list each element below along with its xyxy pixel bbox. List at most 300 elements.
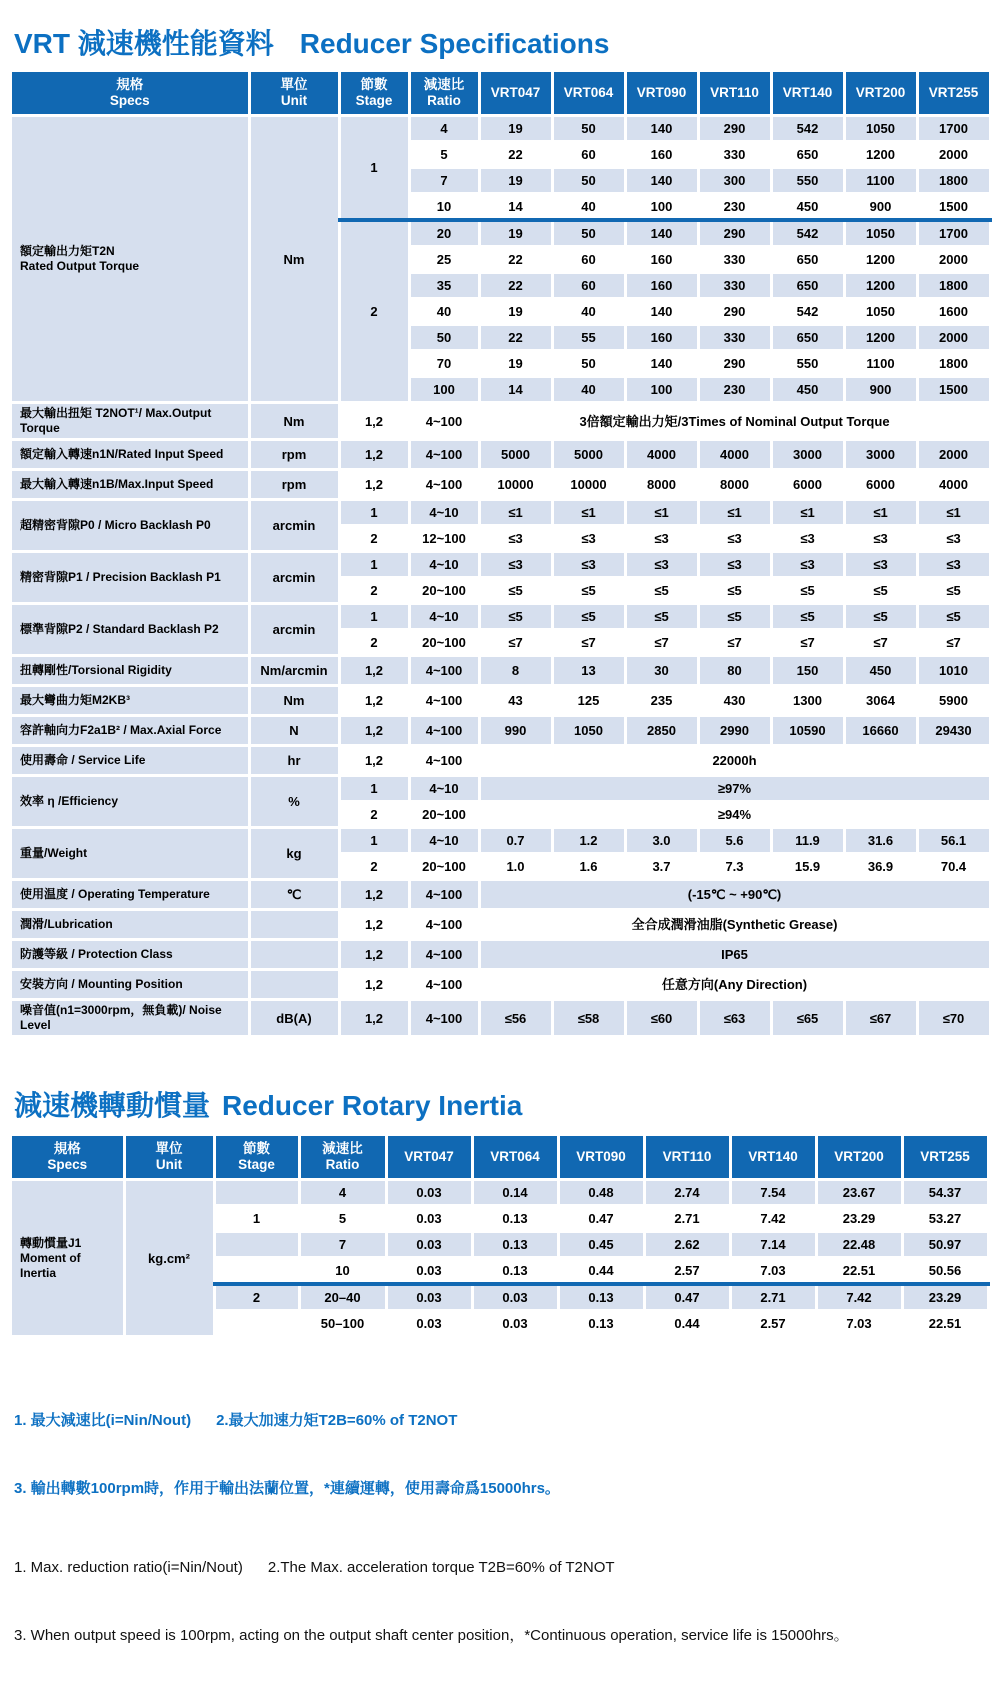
spec-label-cell [12, 880, 249, 910]
stage-cell: 1 [339, 552, 409, 578]
value-cell: ≤3 [917, 552, 990, 578]
value-cell: 60 [552, 247, 625, 273]
value-cell: 53.27 [902, 1206, 988, 1232]
stage-cell: 1 [214, 1206, 299, 1232]
value-cell: 1200 [844, 273, 917, 299]
value-cell: 15.9 [771, 854, 844, 880]
value-cell: 40 [552, 194, 625, 221]
value-cell: 330 [698, 325, 771, 351]
stage-header-en: Stage [355, 93, 393, 108]
value-cell: ≤1 [698, 500, 771, 526]
value-cell: 7.14 [730, 1232, 816, 1258]
spec-label-line: 轉動慣量J1 [20, 1235, 82, 1250]
column-header-unit [124, 1136, 214, 1180]
spec-label-line: 安裝方向 / Mounting Position [20, 977, 183, 991]
value-cell: ≤3 [552, 552, 625, 578]
value-cell: 330 [698, 273, 771, 299]
value-cell: 50 [552, 116, 625, 142]
value-cell: 0.13 [558, 1311, 644, 1337]
value-cell: 0.44 [644, 1311, 730, 1337]
value-cell: ≤65 [771, 1000, 844, 1037]
value-cell: 40 [552, 299, 625, 325]
value-cell: 1050 [844, 299, 917, 325]
value-cell: ≤5 [479, 604, 552, 630]
value-cell: 100 [625, 194, 698, 221]
model-column-header: VRT047 [386, 1136, 472, 1180]
table-row [12, 116, 990, 142]
value-cell: 40 [552, 377, 625, 403]
value-cell: ≤7 [917, 630, 990, 656]
stage-cell: 2 [339, 526, 409, 552]
spec-label-line: 潤滑/Lubrication [20, 917, 113, 931]
unit-cell: kg [249, 828, 339, 880]
model-column-header: VRT110 [698, 72, 771, 116]
spec-label-cell [12, 910, 249, 940]
value-cell: 2.71 [730, 1284, 816, 1311]
value-cell: 1.2 [552, 828, 625, 854]
value-cell: ≤70 [917, 1000, 990, 1037]
spec-label-cell [12, 716, 249, 746]
ratio-cell: 4~100 [409, 940, 479, 970]
stage-cell: 2 [339, 220, 409, 403]
ratio-cell: 50 [409, 325, 479, 351]
value-cell: ≤5 [917, 604, 990, 630]
table-row [12, 940, 990, 970]
ratio-cell: 4 [409, 116, 479, 142]
stage-header-en: Stage [238, 1157, 275, 1172]
value-cell: ≤3 [479, 526, 552, 552]
column-header-stage [339, 72, 409, 116]
model-column-header: VRT200 [816, 1136, 902, 1180]
spec-label-line: 使用温度 / Operating Temperature [20, 887, 210, 901]
unit-cell: % [249, 776, 339, 828]
table-row [12, 910, 990, 940]
value-cell: 3.7 [625, 854, 698, 880]
ratio-cell: 20~100 [409, 578, 479, 604]
value-cell: 2.57 [644, 1258, 730, 1285]
value-cell: 4000 [625, 440, 698, 470]
specs-header-zh: 規格 [53, 1141, 81, 1156]
stage-header-zh: 節數 [360, 77, 388, 92]
value-cell: 19 [479, 299, 552, 325]
value-cell: 8000 [625, 470, 698, 500]
page-title [14, 22, 988, 62]
ratio-cell: 35 [409, 273, 479, 299]
value-cell: 1800 [917, 351, 990, 377]
value-cell: 30 [625, 656, 698, 686]
ratio-cell: 4~100 [409, 746, 479, 776]
value-cell: 300 [698, 168, 771, 194]
value-cell: 160 [625, 325, 698, 351]
value-cell: 330 [698, 142, 771, 168]
value-cell: 36.9 [844, 854, 917, 880]
value-cell: 1500 [917, 377, 990, 403]
spec-label-line: 額定輸出力矩T2N [20, 244, 115, 258]
spec-label-line: 扭轉剛性/Torsional Rigidity [20, 663, 172, 677]
stage-cell: 1 [339, 116, 409, 221]
value-cell: 60 [552, 273, 625, 299]
unit-cell: kg.cm² [124, 1180, 214, 1337]
value-cell: 14 [479, 377, 552, 403]
span-value-cell: 3倍額定輸出力矩/3Times of Nominal Output Torque [479, 403, 990, 440]
value-cell: ≤3 [917, 526, 990, 552]
unit-header-en: Unit [155, 1157, 183, 1172]
ratio-header-zh: 減速比 [423, 77, 465, 92]
ratio-cell: 70 [409, 351, 479, 377]
value-cell: 230 [698, 194, 771, 221]
stage-cell: 2 [339, 578, 409, 604]
value-cell: 1200 [844, 325, 917, 351]
value-cell: ≤5 [552, 578, 625, 604]
ratio-cell: 5 [299, 1206, 386, 1232]
model-column-header: VRT140 [730, 1136, 816, 1180]
value-cell: 60 [552, 142, 625, 168]
model-column-header: VRT064 [552, 72, 625, 116]
ratio-cell: 4~100 [409, 656, 479, 686]
column-header-specs [12, 72, 249, 116]
value-cell: 650 [771, 325, 844, 351]
value-cell: 22.51 [902, 1311, 988, 1337]
stage-cell [214, 1232, 299, 1258]
span-value-cell: 全合成潤滑油脂(Synthetic Grease) [479, 910, 990, 940]
value-cell: 0.13 [472, 1206, 558, 1232]
unit-cell: hr [249, 746, 339, 776]
table-row [12, 970, 990, 1000]
unit-cell: arcmin [249, 604, 339, 656]
inertia-title-en: Reducer Rotary Inertia [222, 1090, 523, 1121]
value-cell: 2990 [698, 716, 771, 746]
value-cell: 290 [698, 220, 771, 247]
value-cell: 450 [844, 656, 917, 686]
ratio-cell: 4~100 [409, 440, 479, 470]
ratio-cell: 4~100 [409, 880, 479, 910]
table-row [12, 776, 990, 802]
spec-label-cell [12, 828, 249, 880]
value-cell: ≤5 [698, 578, 771, 604]
stage-cell: 1 [339, 500, 409, 526]
value-cell: 5000 [552, 440, 625, 470]
inertia-title [14, 1084, 988, 1124]
ratio-cell: 25 [409, 247, 479, 273]
value-cell: 5000 [479, 440, 552, 470]
value-cell: 0.03 [386, 1284, 472, 1311]
ratio-cell: 10 [299, 1258, 386, 1285]
value-cell: 70.4 [917, 854, 990, 880]
value-cell: 290 [698, 299, 771, 325]
value-cell: ≤5 [552, 604, 625, 630]
value-cell: 0.03 [386, 1311, 472, 1337]
ratio-header-en: Ratio [325, 1157, 360, 1172]
spec-label-line: 容許軸向力F2a1B² / Max.Axial Force [20, 723, 222, 737]
value-cell: 542 [771, 220, 844, 247]
value-cell: 14 [479, 194, 552, 221]
value-cell: ≤7 [771, 630, 844, 656]
value-cell: ≤1 [552, 500, 625, 526]
value-cell: 550 [771, 168, 844, 194]
value-cell: 2850 [625, 716, 698, 746]
value-cell: ≤3 [625, 526, 698, 552]
stage-cell: 1,2 [339, 970, 409, 1000]
value-cell: 140 [625, 116, 698, 142]
specs-header-zh: 規格 [116, 77, 144, 92]
value-cell: 0.7 [479, 828, 552, 854]
unit-cell [249, 940, 339, 970]
stage-cell: 1,2 [339, 656, 409, 686]
spec-label-line: 重量/Weight [20, 846, 88, 860]
spec-label-cell [12, 776, 249, 828]
value-cell: 1200 [844, 142, 917, 168]
value-cell: 990 [479, 716, 552, 746]
value-cell: ≤5 [771, 604, 844, 630]
value-cell: 3000 [844, 440, 917, 470]
value-cell: 1100 [844, 168, 917, 194]
value-cell: 3064 [844, 686, 917, 716]
value-cell: 160 [625, 142, 698, 168]
value-cell: 56.1 [917, 828, 990, 854]
ratio-cell: 4~100 [409, 970, 479, 1000]
table-row [12, 656, 990, 686]
spec-label-cell [12, 116, 249, 403]
value-cell: 290 [698, 351, 771, 377]
value-cell: ≤7 [552, 630, 625, 656]
ratio-cell: 20~100 [409, 854, 479, 880]
ratio-header-en: Ratio [427, 93, 461, 108]
value-cell: 29430 [917, 716, 990, 746]
model-column-header: VRT090 [625, 72, 698, 116]
value-cell: 3000 [771, 440, 844, 470]
spec-label-cell [12, 656, 249, 686]
value-cell: ≤7 [479, 630, 552, 656]
model-column-header: VRT255 [902, 1136, 988, 1180]
column-header-unit [249, 72, 339, 116]
value-cell: 23.67 [816, 1180, 902, 1206]
spec-label-line: 噪音值(n1=3000rpm，無負載)/ Noise Level [20, 1003, 222, 1032]
span-value-cell: 22000h [479, 746, 990, 776]
ratio-cell: 40 [409, 299, 479, 325]
unit-header-zh: 單位 [155, 1141, 183, 1156]
spec-label-cell [12, 440, 249, 470]
ratio-cell: 4~10 [409, 604, 479, 630]
spec-label-line: 最大輸出扭矩 T2NOT¹/ Max.Output Torque [20, 406, 212, 435]
value-cell: 2000 [917, 247, 990, 273]
value-cell: 140 [625, 299, 698, 325]
page-title-en: Reducer Specifications [299, 28, 610, 59]
footnotes [14, 1365, 988, 1692]
value-cell: 650 [771, 273, 844, 299]
value-cell: 7.42 [816, 1284, 902, 1311]
value-cell: 0.03 [472, 1284, 558, 1311]
value-cell: 140 [625, 220, 698, 247]
ratio-cell: 4 [299, 1180, 386, 1206]
stage-cell: 1,2 [339, 746, 409, 776]
value-cell: 4000 [917, 470, 990, 500]
spec-label-cell [12, 500, 249, 552]
value-cell: 22.51 [816, 1258, 902, 1285]
column-header-specs [12, 1136, 124, 1180]
ratio-cell: 4~10 [409, 552, 479, 578]
value-cell: 1200 [844, 247, 917, 273]
value-cell: ≤7 [844, 630, 917, 656]
value-cell: 7.03 [816, 1311, 902, 1337]
stage-cell: 1,2 [339, 470, 409, 500]
unit-cell: Nm/arcmin [249, 656, 339, 686]
value-cell: ≤5 [625, 578, 698, 604]
value-cell: ≤3 [698, 526, 771, 552]
value-cell: 1050 [844, 220, 917, 247]
table-row [12, 1180, 988, 1206]
stage-cell: 1,2 [339, 403, 409, 440]
value-cell: 1600 [917, 299, 990, 325]
value-cell: 10590 [771, 716, 844, 746]
ratio-cell: 5 [409, 142, 479, 168]
value-cell: 50 [552, 351, 625, 377]
value-cell: ≤7 [625, 630, 698, 656]
spec-label-line: 額定輸入轉速n1N/Rated Input Speed [20, 447, 224, 461]
value-cell: 50.97 [902, 1232, 988, 1258]
header-row [12, 72, 990, 116]
spec-label-cell [12, 970, 249, 1000]
value-cell: 1010 [917, 656, 990, 686]
ratio-cell: 4~100 [409, 470, 479, 500]
value-cell: 8 [479, 656, 552, 686]
ratio-cell: 4~10 [409, 500, 479, 526]
footnote-zh-line-2: 3. 輸出轉數100rpm時，作用于輸出法蘭位置，*連續運轉，使用壽命爲15000hrs。 [14, 1479, 560, 1497]
value-cell: 22 [479, 247, 552, 273]
unit-cell: ℃ [249, 880, 339, 910]
value-cell: ≤56 [479, 1000, 552, 1037]
value-cell: 55 [552, 325, 625, 351]
span-value-cell: 任意方向(Any Direction) [479, 970, 990, 1000]
stage-cell: 1 [339, 604, 409, 630]
unit-header-en: Unit [280, 93, 308, 108]
value-cell: 160 [625, 247, 698, 273]
spec-label-line: 超精密背隙P0 / Micro Backlash P0 [20, 518, 211, 532]
value-cell: 0.47 [644, 1284, 730, 1311]
ratio-cell: 100 [409, 377, 479, 403]
value-cell: 0.03 [386, 1258, 472, 1285]
value-cell: 0.44 [558, 1258, 644, 1285]
value-cell: 450 [771, 377, 844, 403]
unit-cell: Nm [249, 116, 339, 403]
spec-label-cell [12, 940, 249, 970]
ratio-cell: 4~100 [409, 686, 479, 716]
unit-cell: rpm [249, 470, 339, 500]
value-cell: 10000 [479, 470, 552, 500]
value-cell: ≤1 [625, 500, 698, 526]
rotary-inertia-table [12, 1136, 990, 1338]
ratio-cell: 4~100 [409, 403, 479, 440]
value-cell: 0.03 [386, 1180, 472, 1206]
stage-cell [214, 1180, 299, 1206]
value-cell: 1.6 [552, 854, 625, 880]
spec-label-cell [12, 552, 249, 604]
value-cell: 19 [479, 116, 552, 142]
spec-label-line: 防護等級 / Protection Class [20, 947, 173, 961]
value-cell: 6000 [771, 470, 844, 500]
value-cell: 50.56 [902, 1258, 988, 1285]
value-cell: 50 [552, 168, 625, 194]
page-title-zh: VRT 減速機性能資料 [14, 28, 274, 59]
spec-label-line: 精密背隙P1 / Precision Backlash P1 [20, 570, 221, 584]
value-cell: ≤3 [552, 526, 625, 552]
value-cell: 0.47 [558, 1206, 644, 1232]
value-cell: ≤1 [917, 500, 990, 526]
ratio-cell: 4~100 [409, 910, 479, 940]
ratio-cell: 4~10 [409, 776, 479, 802]
value-cell: ≤1 [479, 500, 552, 526]
value-cell: 2.62 [644, 1232, 730, 1258]
table-row [12, 604, 990, 630]
value-cell: ≤5 [479, 578, 552, 604]
value-cell: ≤3 [771, 552, 844, 578]
reducer-specifications-table [12, 72, 992, 1038]
value-cell: 2000 [917, 325, 990, 351]
value-cell: 650 [771, 142, 844, 168]
stage-cell: 1,2 [339, 1000, 409, 1037]
spec-label-line: 標準背隙P2 / Standard Backlash P2 [20, 622, 219, 636]
table-row [12, 1000, 990, 1037]
value-cell: 0.14 [472, 1180, 558, 1206]
value-cell: 11.9 [771, 828, 844, 854]
value-cell: 22 [479, 325, 552, 351]
value-cell: 7.3 [698, 854, 771, 880]
value-cell: ≤3 [844, 552, 917, 578]
stage-cell: 1 [339, 776, 409, 802]
table-row [12, 716, 990, 746]
stage-cell: 2 [339, 802, 409, 828]
ratio-cell: 20 [409, 220, 479, 247]
table-row [12, 686, 990, 716]
value-cell: 19 [479, 351, 552, 377]
value-cell: 2.71 [644, 1206, 730, 1232]
value-cell: ≤5 [698, 604, 771, 630]
value-cell: 19 [479, 220, 552, 247]
table-row [12, 470, 990, 500]
footnote-zh-line-1: 1. 最大減速比(i=Nin/Nout) 2.最大加速力矩T2B=60% of T2NOT [14, 1412, 458, 1429]
spec-label-cell [12, 1000, 249, 1037]
model-column-header: VRT090 [558, 1136, 644, 1180]
value-cell: 10000 [552, 470, 625, 500]
value-cell: ≤3 [479, 552, 552, 578]
model-column-header: VRT110 [644, 1136, 730, 1180]
stage-header-zh: 節數 [243, 1141, 270, 1156]
spec-label-line: Moment of Inertia [20, 1250, 81, 1280]
model-column-header: VRT047 [479, 72, 552, 116]
stage-cell: 1 [339, 828, 409, 854]
span-value-cell: ≥97% [479, 776, 990, 802]
value-cell: ≤1 [844, 500, 917, 526]
stage-cell: 2 [339, 630, 409, 656]
stage-cell: 1,2 [339, 940, 409, 970]
value-cell: 2000 [917, 142, 990, 168]
value-cell: 1700 [917, 116, 990, 142]
value-cell: 330 [698, 247, 771, 273]
value-cell: ≤67 [844, 1000, 917, 1037]
value-cell: 22 [479, 142, 552, 168]
value-cell: 0.13 [472, 1232, 558, 1258]
unit-cell: dB(A) [249, 1000, 339, 1037]
specs-header-en: Specs [109, 93, 150, 108]
inertia-title-zh: 減速機轉動慣量 [14, 1090, 211, 1121]
value-cell: ≤3 [844, 526, 917, 552]
unit-cell: arcmin [249, 500, 339, 552]
spec-label-line: Rated Output Torque [20, 259, 140, 273]
value-cell: 0.03 [386, 1206, 472, 1232]
specs-header-en: Specs [47, 1157, 88, 1172]
value-cell: 0.13 [472, 1258, 558, 1285]
value-cell: 1800 [917, 168, 990, 194]
stage-cell [214, 1258, 299, 1285]
